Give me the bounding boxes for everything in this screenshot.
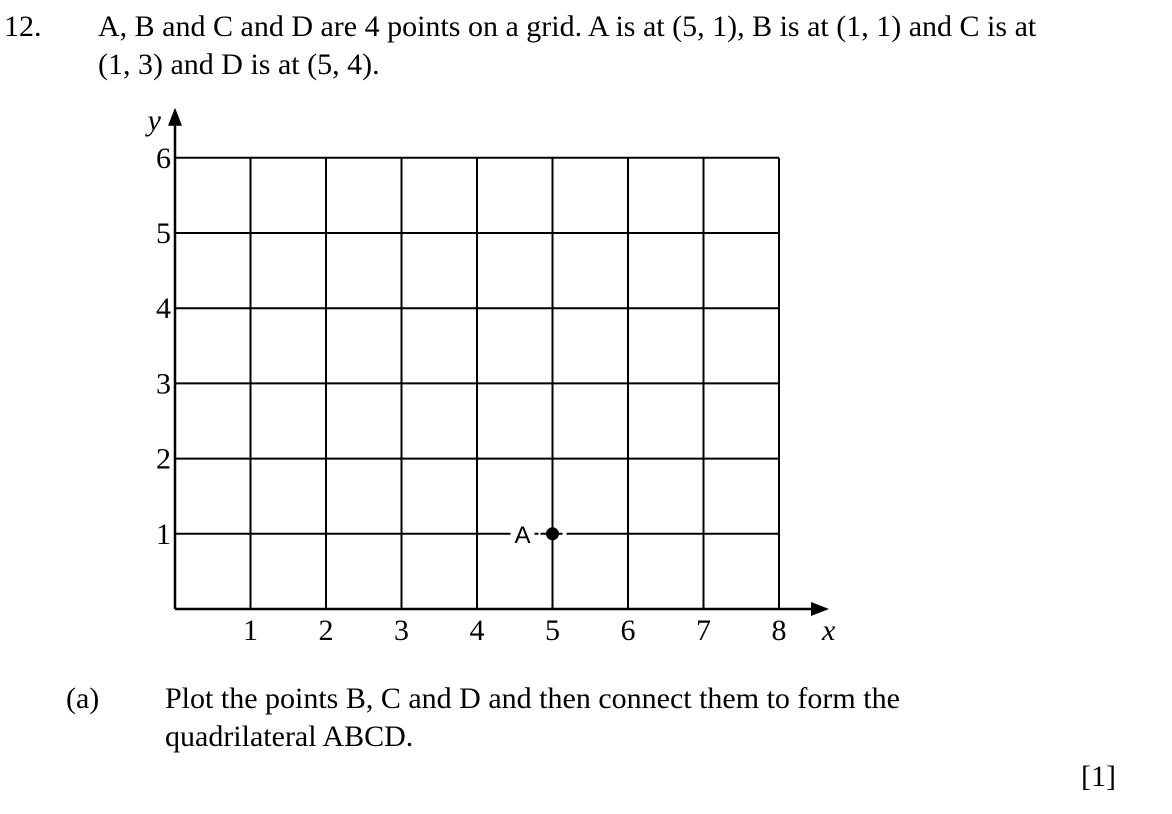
plotted-points <box>511 522 567 549</box>
y-tick-label: 2 <box>156 442 171 476</box>
point-a-label: A <box>514 521 531 549</box>
x-tick-label: 5 <box>545 614 560 647</box>
x-tick-label: 8 <box>771 614 787 647</box>
y-tick-label: 5 <box>156 217 171 250</box>
grid-lines <box>175 158 779 609</box>
x-tick-label: 4 <box>469 614 485 647</box>
part-a-label: (a) <box>66 682 100 715</box>
y-axis-label: y <box>147 103 161 137</box>
y-tick-label: 3 <box>156 367 171 401</box>
question-text-line-1: A, B and C and D are 4 points on a grid. A is at (5, 1), B is at (1, 1) and C is at <box>98 10 1037 43</box>
x-tick-label: 2 <box>318 614 334 647</box>
axes <box>168 108 829 616</box>
x-tick-label: 6 <box>620 614 636 647</box>
question-number: 12. <box>4 10 42 43</box>
marks-indicator: [1] <box>1081 760 1116 793</box>
question-text-line-2: (1, 3) and D is at (5, 4). <box>98 48 380 81</box>
y-axis-arrow <box>168 108 182 126</box>
x-tick-label: 1 <box>243 614 258 647</box>
x-tick-label: 7 <box>696 614 711 647</box>
tick-labels <box>145 104 836 647</box>
part-a-line-2: quadrilateral ABCD. <box>165 720 414 753</box>
y-tick-label: 1 <box>156 517 171 551</box>
part-a-instruction <box>165 680 1045 756</box>
x-tick-label: 3 <box>394 614 409 647</box>
part-a-line-1: Plot the points B, C and D and then connect them to form the <box>165 682 900 715</box>
point-a-marker <box>546 527 559 540</box>
y-tick-label: 4 <box>156 292 171 326</box>
y-tick-label: 6 <box>156 141 171 175</box>
x-axis-label: x <box>822 614 836 647</box>
